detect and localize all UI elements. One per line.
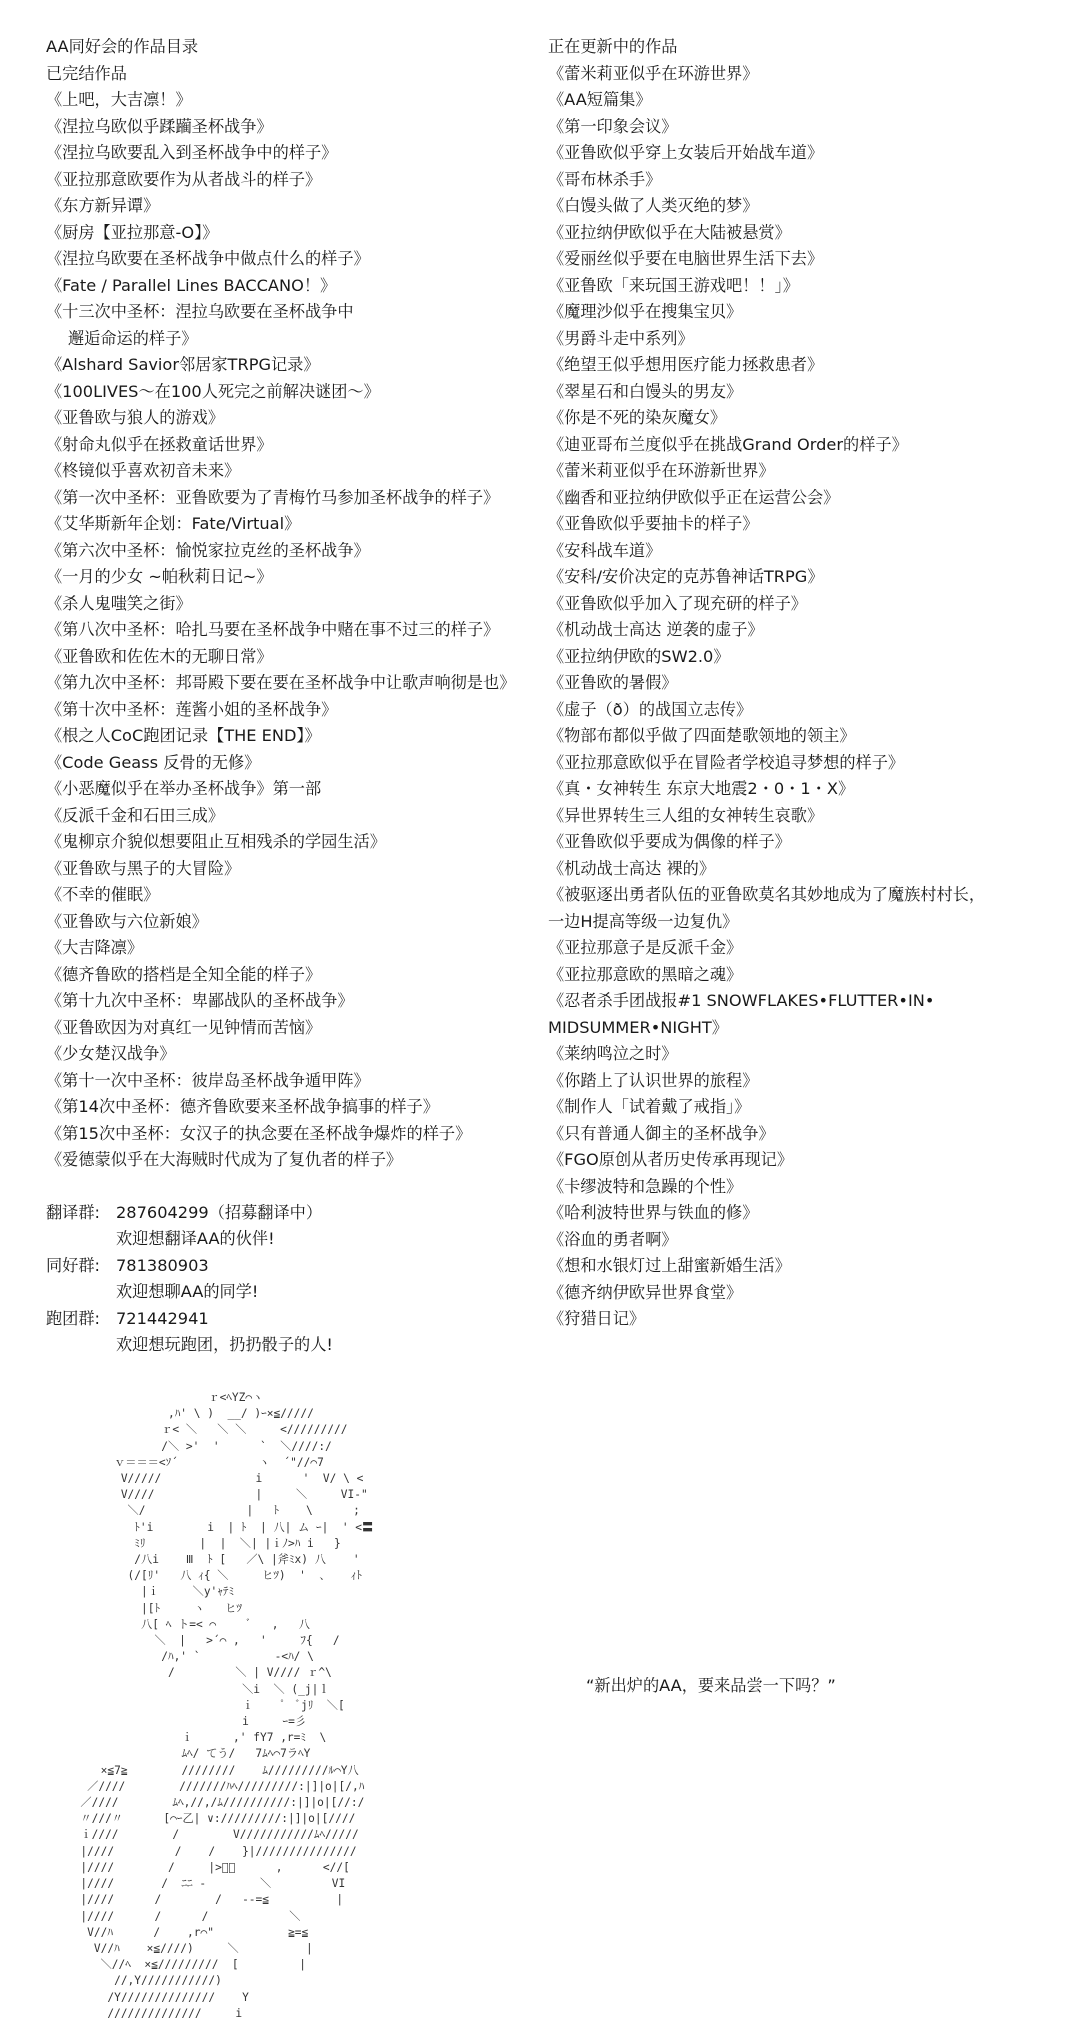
work-title-item: 《第十九次中圣杯：卑鄙战队的圣杯战争》 <box>46 991 354 1010</box>
work-title-item: 《物部布都似乎做了四面楚歌领地的领主》 <box>548 726 856 745</box>
work-title-item: 《机动战士高达 逆袭的虚子》 <box>548 620 764 639</box>
work-title-item: 《第一印象会议》 <box>548 116 678 136</box>
work-title-item: 《莱纳鸣泣之时》 <box>548 1044 678 1063</box>
work-title-item: 《你是不死的染灰魔女》 <box>548 408 727 427</box>
work-title-item: 《涅拉乌欧要在圣杯战争中做点什么的样子》 <box>46 249 370 268</box>
trpg-group-number: 721442941 <box>116 1308 209 1328</box>
work-title-item: 《亚鲁欧和佐佐木的无聊日常》 <box>46 646 273 666</box>
group-contacts <box>46 1200 546 1359</box>
work-title-item: 《艾华斯新年企划：Fate/Virtual》 <box>46 514 301 533</box>
work-title-item: 《蕾米莉亚似乎在环游世界》 <box>548 63 759 83</box>
translate-group-label: 翻译群: <box>46 1202 101 1222</box>
translate-group-number: 287604299（招募翻译中） <box>116 1202 323 1222</box>
work-title-item: 《德齐纳伊欧异世界食堂》 <box>548 1282 743 1302</box>
work-title-item: 《第八次中圣杯：哈扎马要在圣杯战争中赌在事不过三的样子》 <box>46 620 500 639</box>
trpg-group-note: 欢迎想玩跑团，扔扔骰子的人! <box>116 1335 333 1354</box>
work-title-item: 《100LIVES～在100人死完之前解决谜团～》 <box>46 381 380 401</box>
work-title-item: 《哥布林杀手》 <box>548 169 662 189</box>
work-title-item: 《涅拉乌欧似乎蹂躏圣杯战争》 <box>46 116 273 136</box>
work-title-item: 《亚拉那意欧的黑暗之魂》 <box>548 964 743 984</box>
work-title-item: 《AA短篇集》 <box>548 90 652 109</box>
ongoing-works-list <box>548 61 1068 1333</box>
work-title-item: 《只有普通人御主的圣杯战争》 <box>548 1123 775 1143</box>
work-title-item: 《第15次中圣杯：女汉子的执念要在圣杯战争爆炸的样子》 <box>46 1123 472 1143</box>
work-title-item: 《安科/安价决定的克苏鲁神话TRPG》 <box>548 567 824 586</box>
work-title-item: 《亚拉那意欧似乎在冒险者学校追寻梦想的样子》 <box>548 752 905 772</box>
work-title-item: 《亚鲁欧因为对真红一见钟情而苦恼》 <box>46 1017 322 1037</box>
work-title-item: 《亚鲁欧与黑子的大冒险》 <box>46 858 241 878</box>
work-title-item: 《真・女神转生 东京大地震2・0・1・X》 <box>548 779 855 798</box>
work-title-item: 《第九次中圣杯：邦哥殿下要在要在圣杯战争中让歌声响彻是也》 <box>46 673 516 692</box>
work-title-item: 《亚鲁欧似乎要抽卡的样子》 <box>548 514 759 533</box>
ongoing-works-column <box>548 34 1068 1333</box>
work-title-item: 《亚拉纳伊欧似乎在大陆被悬赏》 <box>548 222 791 242</box>
work-title-item: 《第十次中圣杯：莲酱小姐的圣杯战争》 <box>46 699 338 719</box>
work-title-item: 《机动战士高达 裸的》 <box>548 858 716 878</box>
work-title-item: 《亚鲁欧与六位新娘》 <box>46 911 208 931</box>
work-title-item: 《第十一次中圣杯：彼岸岛圣杯战争遁甲阵》 <box>46 1070 370 1090</box>
work-title-item: 《虚子（ð）的战国立志传》 <box>548 699 753 719</box>
work-title-item: 《大吉降凛》 <box>46 938 144 957</box>
work-title-item: 《绝望王似乎想用医疗能力拯救患者》 <box>548 355 824 374</box>
work-title-item: 《幽香和亚拉纳伊欧似乎正在运营公会》 <box>548 487 840 507</box>
work-title-item: 《制作人「试着戴了戒指」》 <box>548 1097 751 1116</box>
work-title-item: 《爱丽丝似乎要在电脑世界生活下去》 <box>548 249 824 268</box>
trpg-group-label: 跑团群: <box>46 1308 101 1328</box>
work-title-item: 《小恶魔似乎在举办圣杯战争》第一部 <box>46 779 322 798</box>
fans-group-note: 欢迎想聊AA的同学! <box>116 1282 259 1301</box>
work-title-item: 一边H提高等级一边复仇》 <box>548 911 739 931</box>
work-title-item: 《不幸的催眠》 <box>46 885 160 904</box>
fans-group-number: 781380903 <box>116 1255 209 1275</box>
work-title-item: MIDSUMMER•NIGHT》 <box>548 1017 728 1037</box>
work-title-item: 《哈利波特世界与铁血的修》 <box>548 1203 759 1222</box>
work-title-item: 《涅拉乌欧要乱入到圣杯战争中的样子》 <box>46 143 338 162</box>
speech-quote: “新出炉的AA，要来品尝一下吗？” <box>586 1676 836 1695</box>
work-title-item: 《亚鲁欧「来玩国王游戏吧！！」》 <box>548 275 799 295</box>
work-title-item: 《亚鲁欧与狼人的游戏》 <box>46 408 225 427</box>
translate-group-note: 欢迎想翻译AA的伙伴! <box>116 1229 275 1248</box>
work-title-item: 《亚拉纳伊欧的SW2.0》 <box>548 646 730 666</box>
work-title-item: 《东方新异谭》 <box>46 196 160 215</box>
trpg-group-row <box>46 1306 546 1333</box>
work-title-item: 《想和水银灯过上甜蜜新婚生活》 <box>548 1256 791 1275</box>
work-title-item: 邂逅命运的样子》 <box>68 328 198 348</box>
work-title-item: 《狩猎日记》 <box>548 1309 646 1328</box>
work-title-item: 《反派千金和石田三成》 <box>46 805 225 825</box>
work-title-item: 《亚鲁欧的暑假》 <box>548 673 678 692</box>
work-title-item: 《杀人鬼嗤笑之街》 <box>46 593 192 613</box>
work-title-item: 《Code Geass 反骨的无修》 <box>46 752 261 772</box>
completed-works-list <box>46 87 546 1174</box>
ascii-art-illustration: ｒ<ﾍYZ⌒ヽ ,ﾊ' \ ) __/ )ｰ×≦///// ｒ< ＼ ＼ ＼ <///////// /＼ >' ' ` ＼////:/ ｖ＝＝＝<ｿ´ ヽ ´"//⌒7 V///// i ' V/ \ < V//// | ＼ VI-" ＼/ | ﾄ \ ; ﾄ'i i | ﾄ | 八| ム ｰ| ' <〓 ﾐﾘ | | ＼| |ｉﾉ>ﾊ i } /八i Ⅲ ﾄ [ ／\ |斧ﾐx) 八 ' (/[ﾘ' 八 ｨ{ ＼ ヒﾂ) ' 、 ｨﾄ |ｉ ＼y'ｬﾃﾐ |[ﾄ ヽ ヒﾂ 八[ ﾍ ト=< ⌒ ﾞ , 八 ＼ | >´⌒ , ' ﾌ{ / /ﾊ,' ` -<ﾊ/ \ / ＼ | V//// ｒ^\ ＼i ＼ (_j|ｌ ｉ ﾟ ﾞjﾘ ＼[ i ｰ=彡 ｉ ,' fY7 ,r=ﾐ \ ﾑﾍ/ てう/ 7ﾑﾍ⌒7ラﾍY ×≦7≧ //////// ﾑ/////////ﾙ⌒Y八 ／//// ///////ﾊﾍ/////////:|]|o|[/,ﾊ ／//// ﾑﾍ,//,/ﾑ//////////:|]|o|[//:/ 〃///〃 [⌒ｰ乙| ∨://///////:|]|o|[//// ｉ//// / V///////////ﾑﾍ///// |//// / / }|/////////////// |//// / |>ﾞﾞ , <//[ |//// / ﾆﾆ - ＼ VI |//// / / --=≦ | |//// / / ＼ V//ﾊ / ,r⌒" ≧=≦ V//ﾊ ×≦////) ＼ | ＼//ﾍ ×≦///////// [ | //,Y///////////) /Y////////////// Y ////////////// i <box>80 1391 374 2020</box>
work-title-item: 《白馒头做了人类灭绝的梦》 <box>548 196 759 215</box>
completed-works-column <box>46 34 546 1359</box>
work-title-item: 《被驱逐出勇者队伍的亚鲁欧莫名其妙地成为了魔族村村长， <box>548 885 986 904</box>
work-title-item: 《一月的少女 ~帕秋莉日记~》 <box>46 567 273 586</box>
fans-group-label: 同好群: <box>46 1255 101 1275</box>
work-title-item: 《Fate / Parallel Lines BACCANO！》 <box>46 275 337 295</box>
work-title-item: 《亚拉那意欧要作为从者战斗的样子》 <box>46 169 322 189</box>
work-title-item: 《第14次中圣杯：德齐鲁欧要来圣杯战争搞事的样子》 <box>46 1097 439 1116</box>
work-title-item: 《Alshard Savior邻居家TRPG记录》 <box>46 355 320 374</box>
work-title-item: 《迪亚哥布兰度似乎在挑战Grand Order的样子》 <box>548 434 908 454</box>
work-title-item: 《异世界转生三人组的女神转生哀歌》 <box>548 805 824 825</box>
work-title-item: 《亚鲁欧似乎要成为偶像的样子》 <box>548 832 791 851</box>
translate-group-row <box>46 1200 546 1227</box>
work-title-item: 《卡缪波特和急躁的个性》 <box>548 1176 743 1196</box>
work-title-item: 《安科战车道》 <box>548 540 662 560</box>
work-title-item: 《根之人CoC跑团记录【THE END】》 <box>46 726 321 745</box>
work-title-item: 《第一次中圣杯：亚鲁欧要为了青梅竹马参加圣杯战争的样子》 <box>46 487 500 507</box>
work-title-item: 《射命丸似乎在拯救童话世界》 <box>46 434 273 454</box>
work-title-item: 《少女楚汉战争》 <box>46 1044 176 1063</box>
work-title-item: 《德齐鲁欧的搭档是全知全能的样子》 <box>46 964 322 984</box>
work-title-item: 《蕾米莉亚似乎在环游新世界》 <box>548 461 775 480</box>
work-title-item: 《十三次中圣杯：涅拉乌欧要在圣杯战争中 <box>46 302 354 321</box>
work-title-item: 《男爵斗走中系列》 <box>548 328 694 348</box>
work-title-item: 《魔理沙似乎在搜集宝贝》 <box>548 302 743 321</box>
work-title-item: 《FGO原创从者历史传承再现记》 <box>548 1150 794 1169</box>
work-title-item: 《浴血的勇者啊》 <box>548 1229 678 1249</box>
work-title-item: 《第六次中圣杯：愉悦家拉克丝的圣杯战争》 <box>46 540 370 560</box>
work-title-item: 《鬼柳京介貌似想要阻止互相残杀的学园生活》 <box>46 832 386 851</box>
work-title-item: 《上吧，大吉凛！》 <box>46 90 192 109</box>
work-title-item: 《翠星石和白馒头的男友》 <box>548 381 743 401</box>
work-title-item: 《亚鲁欧似乎穿上女装后开始战车道》 <box>548 143 824 162</box>
catalog-header: AA同好会的作品目录 <box>46 37 199 56</box>
fans-group-row <box>46 1253 546 1280</box>
work-title-item: 《亚拉那意子是反派千金》 <box>548 938 743 957</box>
work-title-item: 《亚鲁欧似乎加入了现充研的样子》 <box>548 593 807 613</box>
work-title-item: 《爱德蒙似乎在大海贼时代成为了复仇者的样子》 <box>46 1150 403 1169</box>
work-title-item: 《厨房【亚拉那意-O】》 <box>46 222 219 242</box>
completed-works-label: 已完结作品 <box>46 63 127 83</box>
ongoing-works-header: 正在更新中的作品 <box>548 37 678 56</box>
work-title-item: 《柊镜似乎喜欢初音未来》 <box>46 461 241 480</box>
work-title-item: 《忍者杀手团战报#1 SNOWFLAKES•FLUTTER•IN• <box>548 991 935 1010</box>
work-title-item: 《你踏上了认识世界的旅程》 <box>548 1070 759 1090</box>
